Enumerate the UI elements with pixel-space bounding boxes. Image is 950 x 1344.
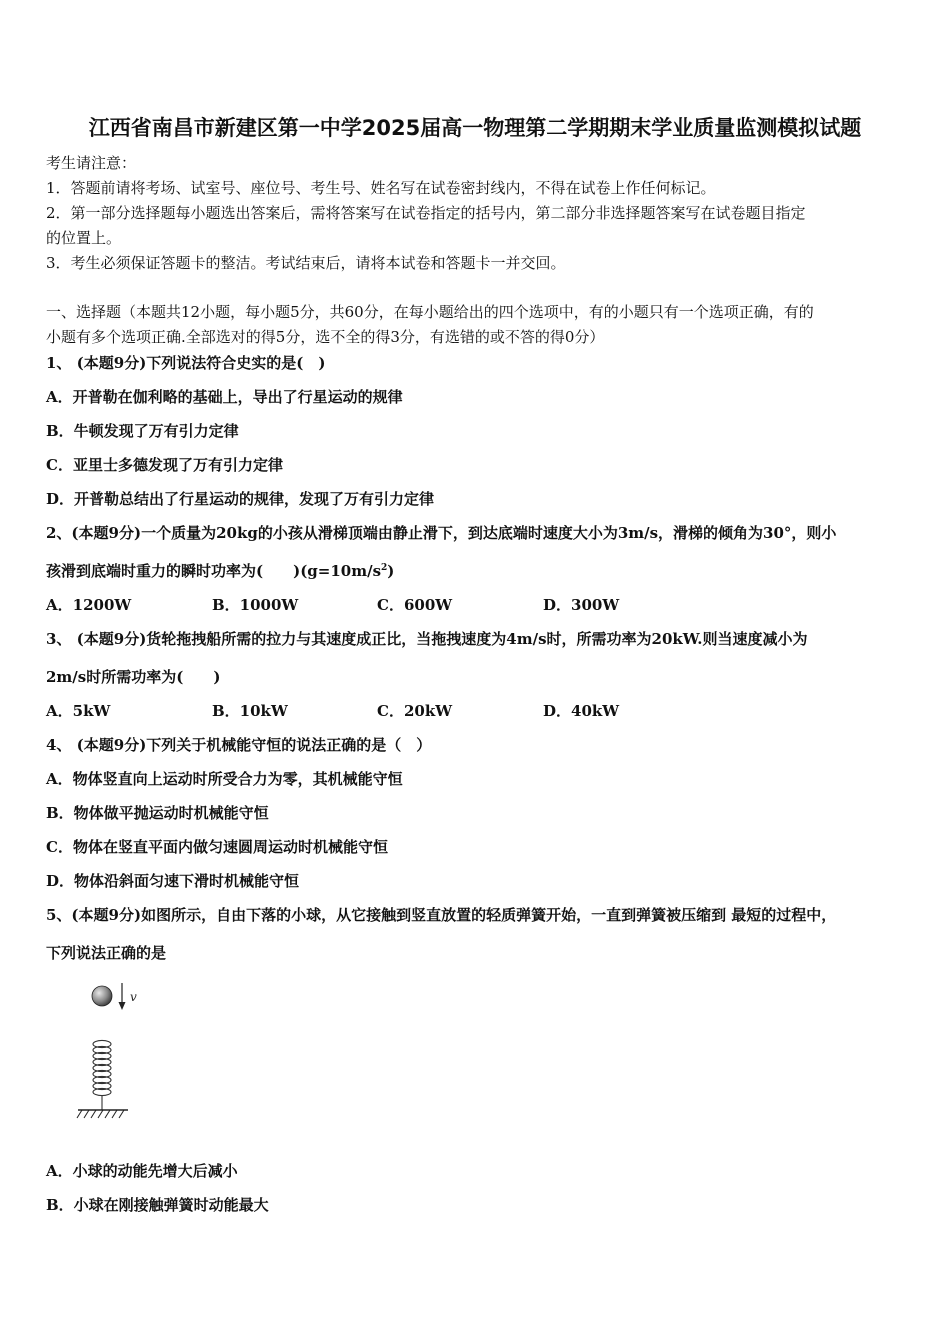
question-1-option-b: B．牛顿发现了万有引力定律: [46, 422, 239, 440]
spring: [93, 1040, 111, 1110]
question-1-option-d: D．开普勒总结出了行星运动的规律，发现了万有引力定律: [46, 490, 435, 508]
notice-item: 2．第一部分选择题每小题选出答案后，需将答案写在试卷指定的括号内，第二部分非选择题答案写在试卷题目指定: [46, 204, 806, 222]
question-3-option-a: A．5kW: [46, 702, 111, 720]
question-1-option-a: A．开普勒在伽利略的基础上，导出了行星运动的规律: [46, 388, 403, 406]
question-5-option-a: A．小球的动能先增大后减小: [46, 1162, 238, 1180]
page-title: 江西省南昌市新建区第一中学2025届高一物理第二学期期末学业质量监测模拟试题: [88, 116, 862, 140]
question-2-option-b: B．1000W: [212, 596, 299, 614]
question-2-stem-cont: [46, 560, 394, 581]
question-1-stem: 1、 (本题9分)下列说法符合史实的是( ): [46, 354, 326, 372]
arrow-head: [119, 1002, 126, 1010]
notice-item: 3．考生必须保证答题卡的整洁。考试结束后，请将本试卷和答题卡一并交回。: [46, 254, 566, 272]
superscript: 2: [381, 563, 388, 573]
question-5-option-b: B．小球在刚接触弹簧时动能最大: [46, 1196, 269, 1214]
spring-ball-figure: [70, 978, 160, 1128]
question-3-option-b: B．10kW: [212, 702, 288, 720]
question-5-stem-cont: 下列说法正确的是: [46, 944, 167, 962]
question-2-option-d: D．300W: [543, 596, 620, 614]
question-1-option-c: C．亚里士多德发现了万有引力定律: [46, 456, 283, 474]
question-4-stem: 4、 (本题9分)下列关于机械能守恒的说法正确的是（ ）: [46, 736, 432, 754]
ground-hatch: [77, 1110, 124, 1118]
notice-item: 的位置上。: [46, 229, 122, 247]
question-4-option-a: A．物体竖直向上运动时所受合力为零，其机械能守恒: [46, 770, 403, 788]
section-heading: 一、选择题（本题共12小题，每小题5分，共60分，在每小题给出的四个选项中，有的小题只有一个选项正确，有的: [46, 303, 814, 321]
ball: [92, 986, 112, 1006]
notice-item: 1．答题前请将考场、试室号、座位号、考生号、姓名写在试卷密封线内，不得在试卷上作任何标记。: [46, 179, 716, 197]
question-4-option-b: B．物体做平抛运动时机械能守恒: [46, 804, 269, 822]
section-heading: 小题有多个选项正确.全部选对的得5分，选不全的得3分，有选错的或不答的得0分）: [46, 328, 605, 346]
question-3-stem: 3、 (本题9分)货轮拖拽船所需的拉力与其速度成正比，当拖拽速度为4m/s时，所需功率为20kW.则当速度减小为: [46, 630, 808, 648]
question-2-stem-end: ): [387, 562, 395, 580]
question-4-option-c: C．物体在竖直平面内做匀速圆周运动时机械能守恒: [46, 838, 388, 856]
question-4-option-d: D．物体沿斜面匀速下滑时机械能守恒: [46, 872, 300, 890]
question-3-stem-cont: 2m/s时所需功率为( ): [46, 668, 221, 686]
question-5-stem: 5、(本题9分)如图所示，自由下落的小球，从它接触到竖直放置的轻质弹簧开始，一直到弹簧被压缩到 最短的过程中，: [46, 906, 837, 924]
velocity-label: v: [130, 990, 137, 1004]
question-2-stem: 2、(本题9分)一个质量为20kg的小孩从滑梯顶端由静止滑下，到达底端时速度大小为3m/s，滑梯的倾角为30°，则小: [46, 524, 837, 542]
question-2-stem-text: 孩滑到底端时重力的瞬时功率为( )(g=10m/s: [46, 562, 382, 580]
spring-diagram: [70, 978, 160, 1128]
question-3-option-d: D．40kW: [543, 702, 620, 720]
question-2-option-c: C．600W: [377, 596, 453, 614]
question-2-option-a: A．1200W: [46, 596, 132, 614]
question-3-option-c: C．20kW: [377, 702, 453, 720]
notice-heading: 考生请注意：: [46, 154, 137, 172]
